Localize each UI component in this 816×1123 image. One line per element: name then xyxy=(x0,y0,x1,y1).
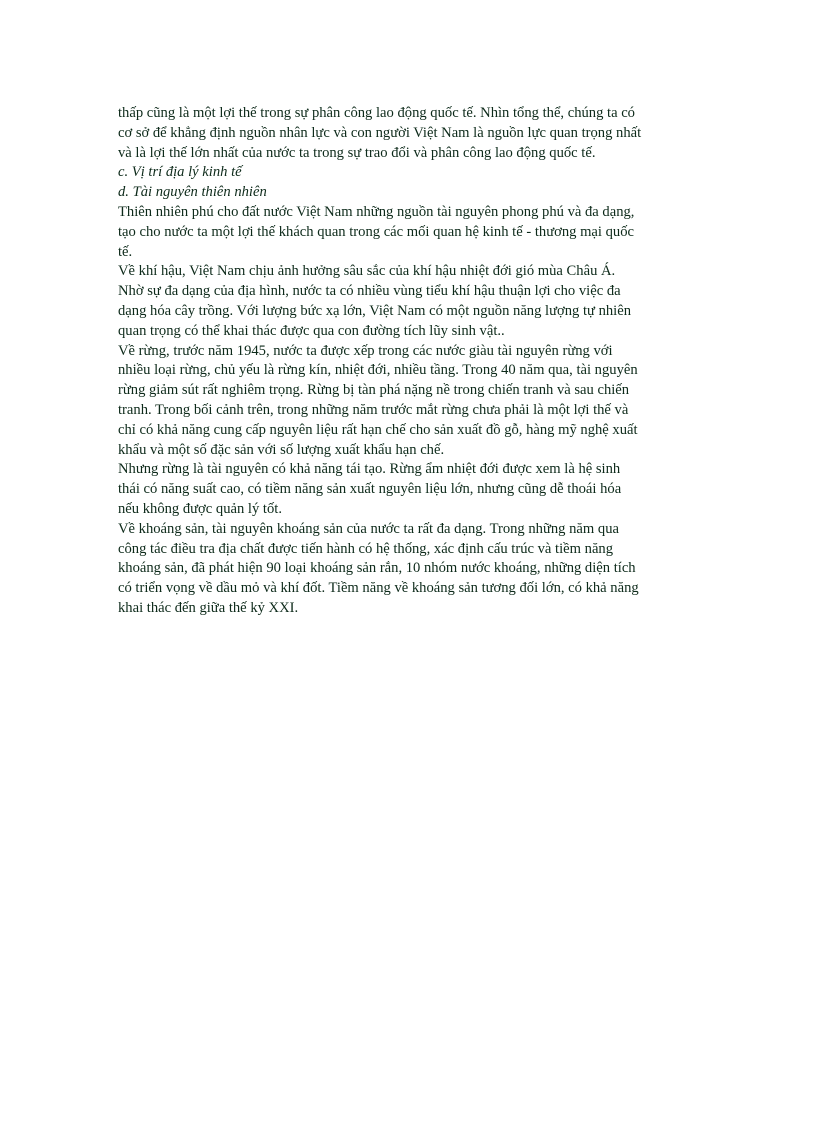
paragraph-line: có triển vọng về dầu mỏ và khí đốt. Tiềm năng về khoáng sản tương đối lớn, có khả năng xyxy=(118,580,639,597)
paragraph-line: tranh. Trong bối cảnh trên, trong những năm trước mắt rừng chưa phải là một lợi thế và xyxy=(118,401,629,418)
paragraph-line: Về khí hậu, Việt Nam chịu ảnh hưởng sâu sắc của khí hậu nhiệt đới gió mùa Châu Á. xyxy=(118,263,616,280)
paragraph-line: cơ sở để khẳng định nguồn nhân lực và con người Việt Nam là nguồn lực quan trọng nhất xyxy=(118,124,642,141)
paragraph-line: khai thác đến giữa thế kỷ XXI. xyxy=(118,599,299,616)
section-heading-c: c. Vị trí địa lý kinh tế xyxy=(118,164,242,181)
paragraph-line: tế. xyxy=(118,243,133,260)
paragraph-line: nếu không được quản lý tốt. xyxy=(118,500,282,517)
paragraph-line: thấp cũng là một lợi thế trong sự phân công lao động quốc tế. Nhìn tổng thể, chúng ta có xyxy=(118,105,635,121)
paragraph-line: Nhưng rừng là tài nguyên có khả năng tái tạo. Rừng ẩm nhiệt đới được xem là hệ sinh xyxy=(118,461,621,478)
document-body xyxy=(118,104,698,619)
section-heading-d: d. Tài nguyên thiên nhiên xyxy=(118,184,267,201)
paragraph-line: công tác điều tra địa chất được tiến hành có hệ thống, xác định cấu trúc và tiềm năng xyxy=(118,540,614,557)
paragraph-line: nhiều loại rừng, chủ yếu là rừng kín, nhiệt đới, nhiều tầng. Trong 40 năm qua, tài nguyên xyxy=(118,362,638,379)
paragraph-line: khoáng sản, đã phát hiện 90 loại khoáng sản rắn, 10 nhóm nước khoáng, những diện tích xyxy=(118,560,636,577)
paragraph-line: và là lợi thế lớn nhất của nước ta trong sự trao đổi và phân công lao động quốc tế. xyxy=(118,144,596,161)
paragraph-line: khẩu và một số đặc sản với số lượng xuất khẩu hạn chế. xyxy=(118,441,445,458)
paragraph-line: rừng giảm sút rất nghiêm trọng. Rừng bị tàn phá nặng nề trong chiến tranh và sau chiến xyxy=(118,382,630,399)
paragraph-line: chỉ có khả năng cung cấp nguyên liệu rất hạn chế cho sản xuất đồ gỗ, hàng mỹ nghệ xuất xyxy=(118,421,638,438)
paragraph-line: thái có năng suất cao, có tiềm năng sản xuất nguyên liệu lớn, nhưng cũng dễ thoái hóa xyxy=(118,481,622,498)
paragraph-line: tạo cho nước ta một lợi thế khách quan trong các mối quan hệ kinh tế - thương mại quốc xyxy=(118,223,634,240)
paragraph-line: Nhờ sự đa dạng của địa hình, nước ta có nhiều vùng tiểu khí hậu thuận lợi cho việc đa xyxy=(118,283,621,300)
paragraph-line: quan trọng có thể khai thác được qua con đường tích lũy sinh vật.. xyxy=(118,322,505,339)
paragraph-line: Thiên nhiên phú cho đất nước Việt Nam những nguồn tài nguyên phong phú và đa dạng, xyxy=(118,203,635,220)
paragraph-line: Về khoáng sản, tài nguyên khoáng sản của nước ta rất đa dạng. Trong những năm qua xyxy=(118,520,619,537)
paragraph-line: Về rừng, trước năm 1945, nước ta được xếp trong các nước giàu tài nguyên rừng với xyxy=(118,342,613,359)
paragraph-line: dạng hóa cây trồng. Với lượng bức xạ lớn, Việt Nam có một nguồn năng lượng tự nhiên xyxy=(118,302,632,319)
